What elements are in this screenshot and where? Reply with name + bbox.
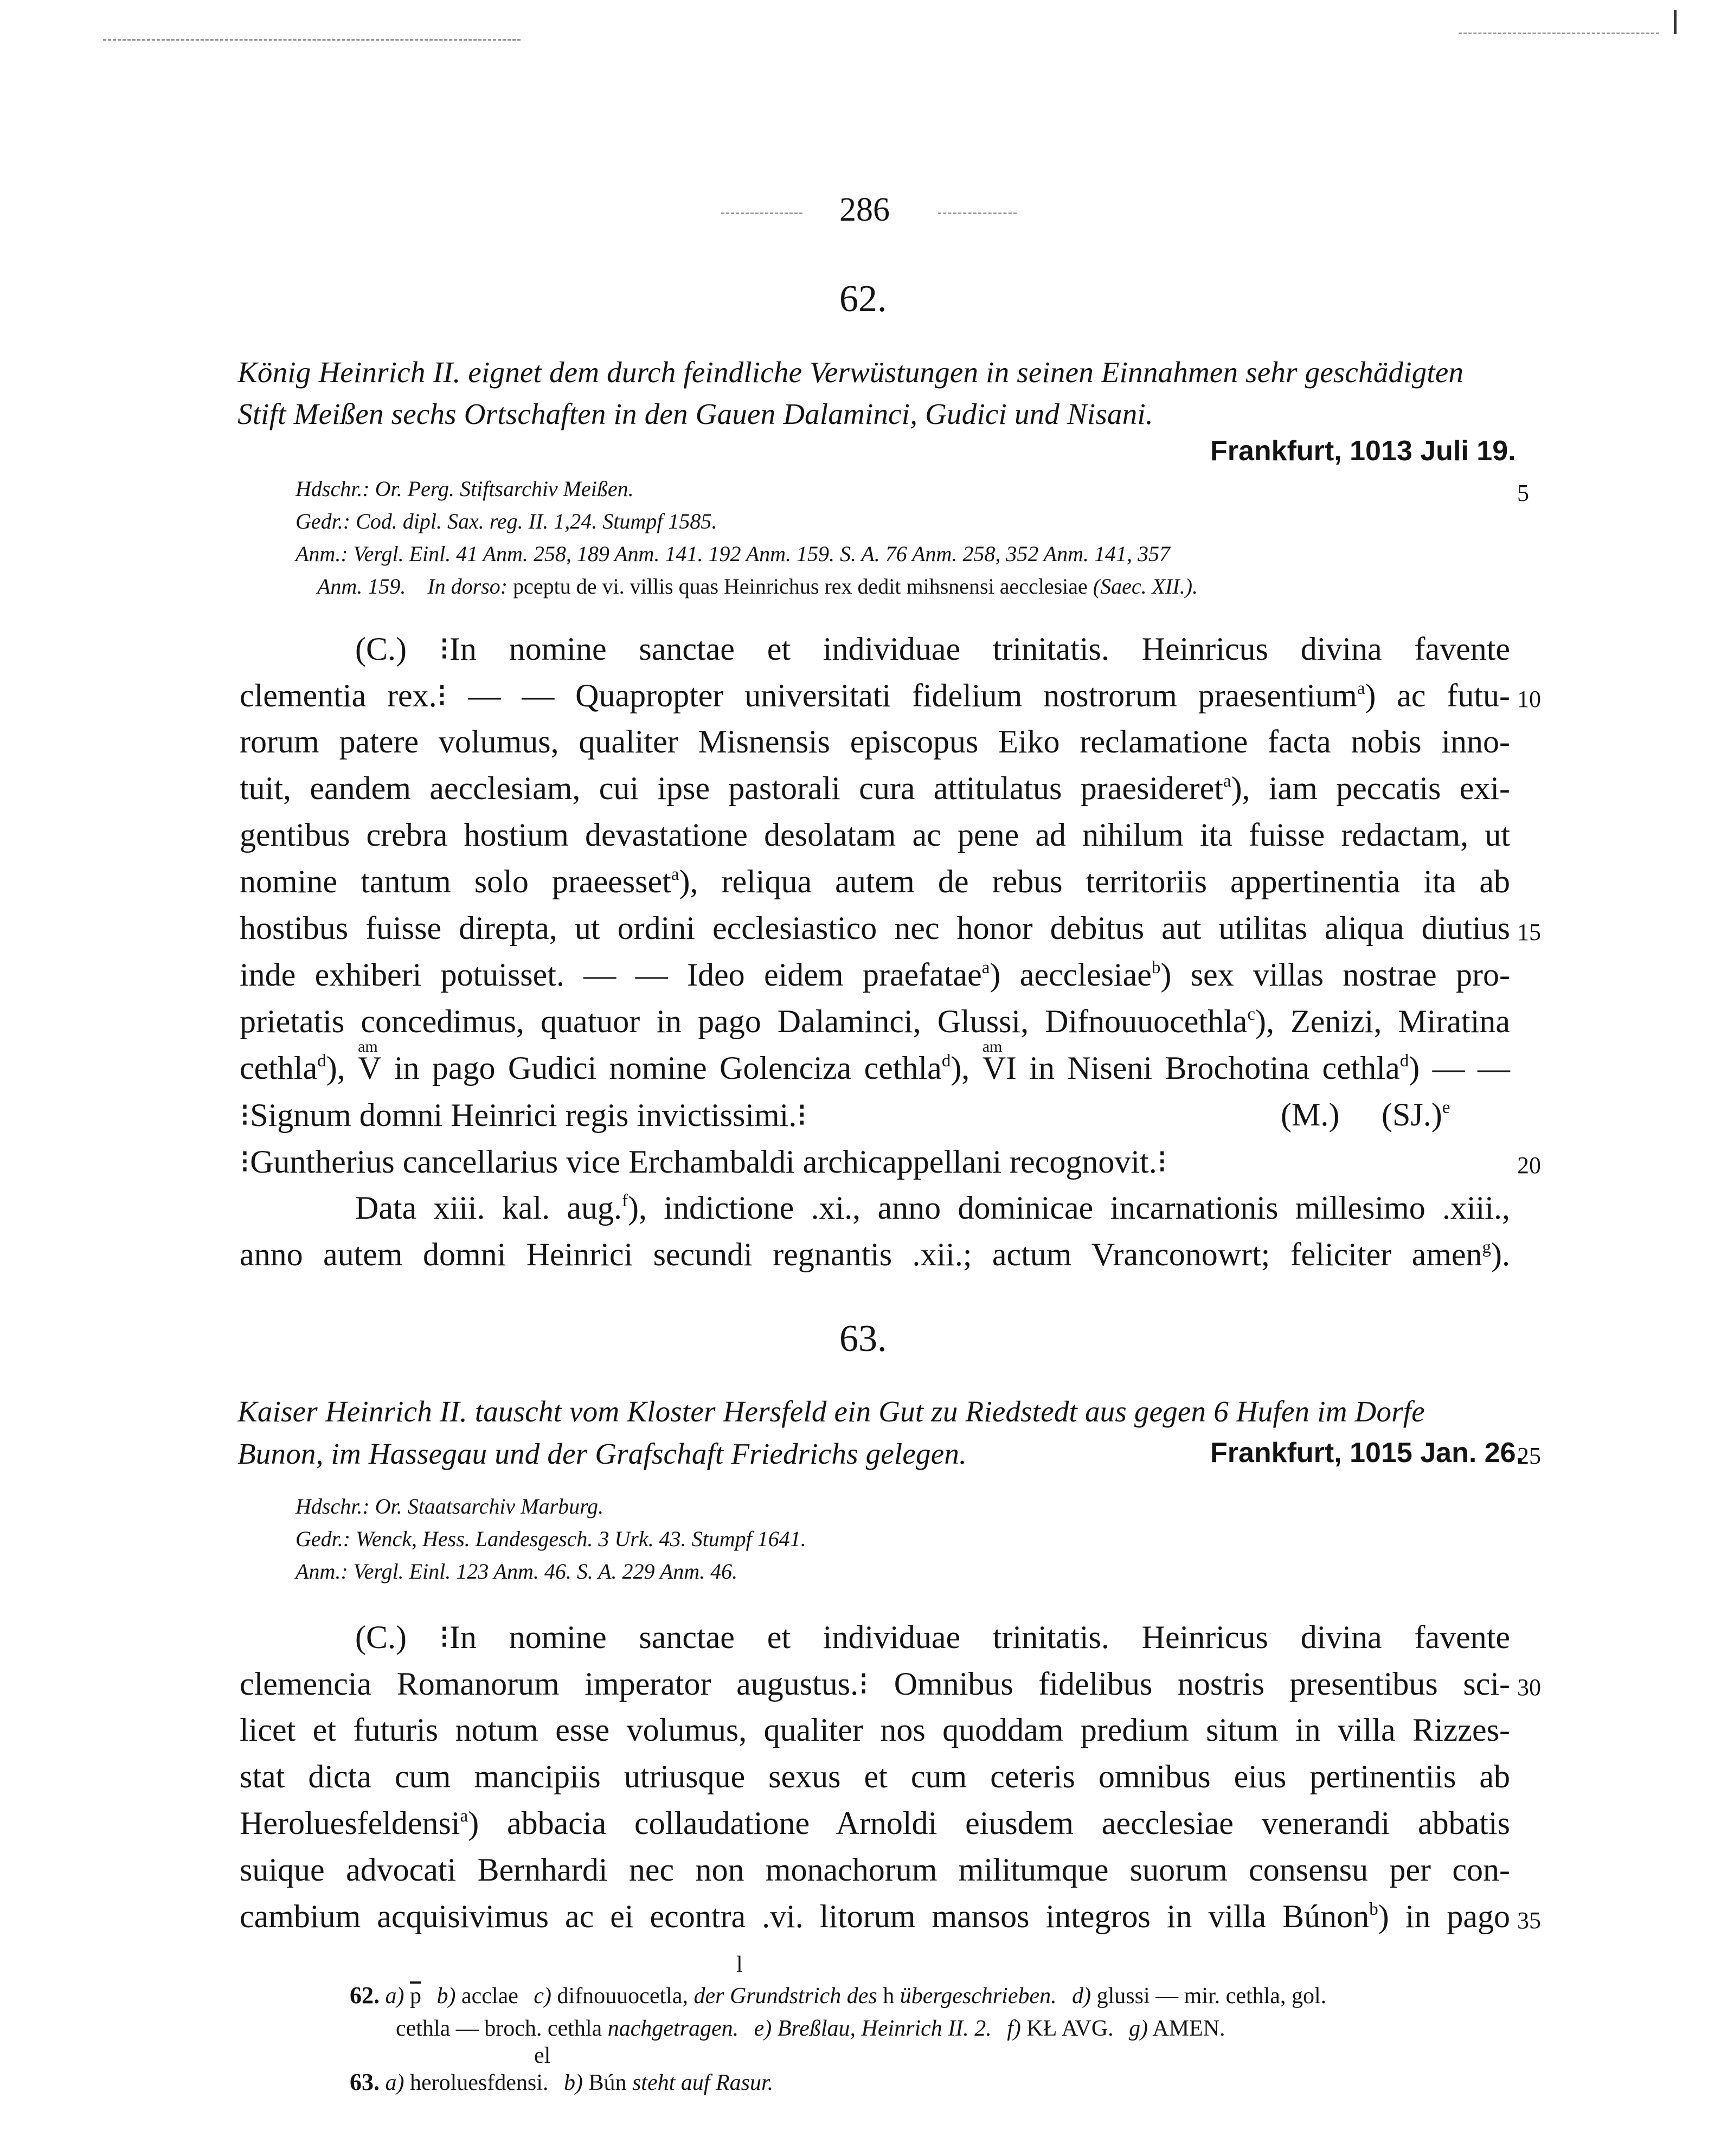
footnote-62-line-2: cethla — broch. cethla nachgetragen. e) Breßlau, Heinrich II. 2. f) KŁ AVG. g) AMEN. [396, 2016, 1225, 2041]
source-label: Hdschr.: [296, 1494, 370, 1518]
source-label: Gedr.: [296, 509, 351, 533]
source-label: Anm.: [296, 1559, 348, 1584]
numeral-vi-am: am VI [982, 1037, 1017, 1086]
text-62-line-1: (C.) ⁝In nomine sanctae et individuae trinitatis. Heinricus divina favente [355, 631, 1510, 667]
line-number-35: 35 [1517, 1907, 1541, 1934]
regest-62-line-2: Stift Meißen sechs Ortschaften in den Gauen Dalaminci, Gudici und Nisani. [237, 397, 1153, 430]
line-number-25: 25 [1517, 1443, 1541, 1469]
text-62-line-2: clementia rex.⁝ — — Quapropter universitati fidelium nostrorum praesentium$^a$) ac futu- [240, 678, 1510, 713]
text-62-line-4: tuit, eandem aecclesiam, cui ipse pastorali cura attitulatus praesideret$^a$), iam peccatis exi- [240, 770, 1510, 806]
footnote-62-line-1: 62. a) $\overline{p}$ b) acclae c) difnouuocetla, der Grundstrich des h übergeschrieben. d) glussi — mir. cethla, gol. [350, 1982, 1327, 2009]
dorso-text: pceptu de vi. villis quas Heinrichus rex dedit mihsnensi aecclesiae [513, 574, 1088, 598]
date-place-63: Frankfurt, 1015 Jan. 26. [1210, 1437, 1524, 1469]
text-62-line-9: prietatis concedimus, quatuor in pago Dalaminci, Glussi, Difnouuocethla$^c$), Zenizi, Miratina [240, 1003, 1510, 1039]
footnote-63-above-mark: el [534, 2043, 551, 2068]
abbrev-p: $\overline{p}$ [410, 1984, 421, 2009]
text-62-line-6: nomine tantum solo praeesset$^a$), reliqua autem de rebus territoriis appertinentia ita ab [240, 864, 1510, 899]
footnote-63-line-1: 63. a) heroluesfdensi. b) Bún steht auf Rasur. [350, 2069, 774, 2095]
source-label: In dorso: [427, 574, 508, 598]
source-value: Or. Staatsarchiv Marburg. [375, 1494, 604, 1518]
source-hdschr-62 [296, 476, 634, 501]
line-number-5: 5 [1517, 480, 1529, 506]
source-value: Or. Perg. Stiftsarchiv Meißen. [375, 477, 634, 501]
source-anm-62 [296, 541, 1170, 567]
text-62-line-7: hostibus fuisse direpta, ut ordini ecclesiastico nec honor debitus aut utilitas aliqua diutius [240, 910, 1510, 946]
text-62-line-3: rorum patere volumus, qualiter Misnensis episcopus Eiko reclamatione facta nobis inno- [240, 724, 1510, 760]
text-63-line-4: stat dicta cum mancipiis utriusque sexus et cum ceteris omnibus eius pertinentiis ab [240, 1759, 1510, 1794]
source-value: Vergl. Einl. 123 Anm. 46. S. A. 229 Anm. 46. [353, 1559, 738, 1584]
regest-63-line-2: Bunon, im Hassegau und der Grafschaft Friedrichs gelegen. [237, 1437, 967, 1470]
source-value: Vergl. Einl. 41 Anm. 258, 189 Anm. 141. 192 Anm. 159. S. A. 76 Anm. 258, 352 Anm. 141, 357 [353, 542, 1170, 566]
footnote-62-above-mark: l [736, 1952, 743, 1977]
text-62-line-12: ⁝Guntherius cancellarius vice Erchambaldi archicappellani recognovit.⁝ [240, 1144, 1167, 1180]
text-62-line-13: Data xiii. kal. aug.$^f$), indictione .xi., anno dominicae incarnationis millesimo .xiii., [355, 1190, 1510, 1226]
top-scan-line-left [103, 39, 521, 41]
numeral-v-am: am V [358, 1037, 382, 1086]
text-62-line-10: cethla$^d$), am V in pago Gudici nomine Golenciza cethla$^d$), am VI in Niseni Brochotina cethla$^d$) — — [240, 1037, 1511, 1086]
source-label: Gedr.: [296, 1527, 351, 1551]
source-anm-63 [296, 1559, 737, 1584]
text-62-monogram: (M.) [1281, 1097, 1340, 1132]
text-63-line-5: Heroluesfeldensi$^a$) abbacia collaudatione Arnoldi eiusdem aecclesiae venerandi abbatis [240, 1805, 1510, 1841]
source-value: Cod. dipl. Sax. reg. II. 1,24. Stumpf 1585. [356, 509, 717, 533]
source-gedr-63 [296, 1526, 806, 1552]
source-gedr-62 [296, 509, 717, 534]
source-hdschr-63 [296, 1494, 603, 1519]
text-63-line-7: cambium acquisivimus ac ei econtra .vi. litorum mansos integros in villa Búnon$^b$) in pago [240, 1898, 1511, 1934]
footnote-number: 62. [350, 1982, 380, 2009]
source-value: Anm. 159. [317, 574, 406, 598]
source-value: Wenck, Hess. Landesgesch. 3 Urk. 43. Stumpf 1641. [356, 1527, 806, 1551]
text-63-line-2: clemencia Romanorum imperator augustus.⁝ Omnibus fidelibus nostris presentibus sci- [240, 1666, 1510, 1702]
document-number-63: 63. [839, 1318, 887, 1360]
line-number-10: 10 [1517, 686, 1541, 712]
regest-62-line-1: König Heinrich II. eignet dem durch feindliche Verwüstungen in seinen Einnahmen sehr geschädigten [237, 356, 1464, 389]
text-62-line-8: inde exhiberi potuisset. — — Ideo eidem praefatae$^a$) aecclesiae$^b$) sex villas nostrae pro- [240, 957, 1510, 993]
page-number-rule-right [938, 213, 1017, 214]
text-63-line-3: licet et futuris notum esse volumus, qualiter nos quoddam predium situm in villa Rizzes- [240, 1712, 1510, 1748]
page-number: 286 [839, 191, 890, 228]
text-62-line-11-signum: ⁝Signum domni Heinrici regis invictissimi.⁝ [240, 1097, 807, 1133]
line-number-15: 15 [1517, 919, 1541, 945]
source-label: Anm.: [296, 542, 348, 566]
text-62-seal: $(SJ.)^e$ [1382, 1097, 1450, 1132]
source-anm-62-cont [317, 574, 1198, 599]
page-number-rule-left [721, 213, 802, 214]
dorso-saec: (Saec. XII.). [1093, 574, 1198, 598]
document-number-62: 62. [839, 278, 887, 320]
line-number-20: 20 [1517, 1152, 1541, 1179]
text-63-line-1: (C.) ⁝In nomine sanctae et individuae trinitatis. Heinricus divina favente [355, 1619, 1510, 1655]
top-edge-mark [1674, 10, 1677, 34]
text-63-line-6: suique advocati Bernhardi nec non monachorum militumque suorum consensu per con- [240, 1852, 1510, 1888]
top-scan-line-right [1459, 33, 1659, 34]
date-place-62: Frankfurt, 1013 Juli 19. [1210, 435, 1516, 467]
regest-63-line-1: Kaiser Heinrich II. tauscht vom Kloster Hersfeld ein Gut zu Riedstedt aus gegen 6 Hufen im Dorfe [237, 1395, 1425, 1428]
source-label: Hdschr.: [296, 477, 370, 501]
footnote-number: 63. [350, 2069, 380, 2095]
text-62-line-5: gentibus crebra hostium devastatione desolatam ac pene ad nihilum ita fuisse redactam, ut [240, 817, 1510, 853]
text-62-line-14: anno autem domni Heinrici secundi regnantis .xii.; actum Vranconowrt; feliciter amen$^g$). [240, 1237, 1510, 1272]
line-number-30: 30 [1517, 1674, 1541, 1701]
